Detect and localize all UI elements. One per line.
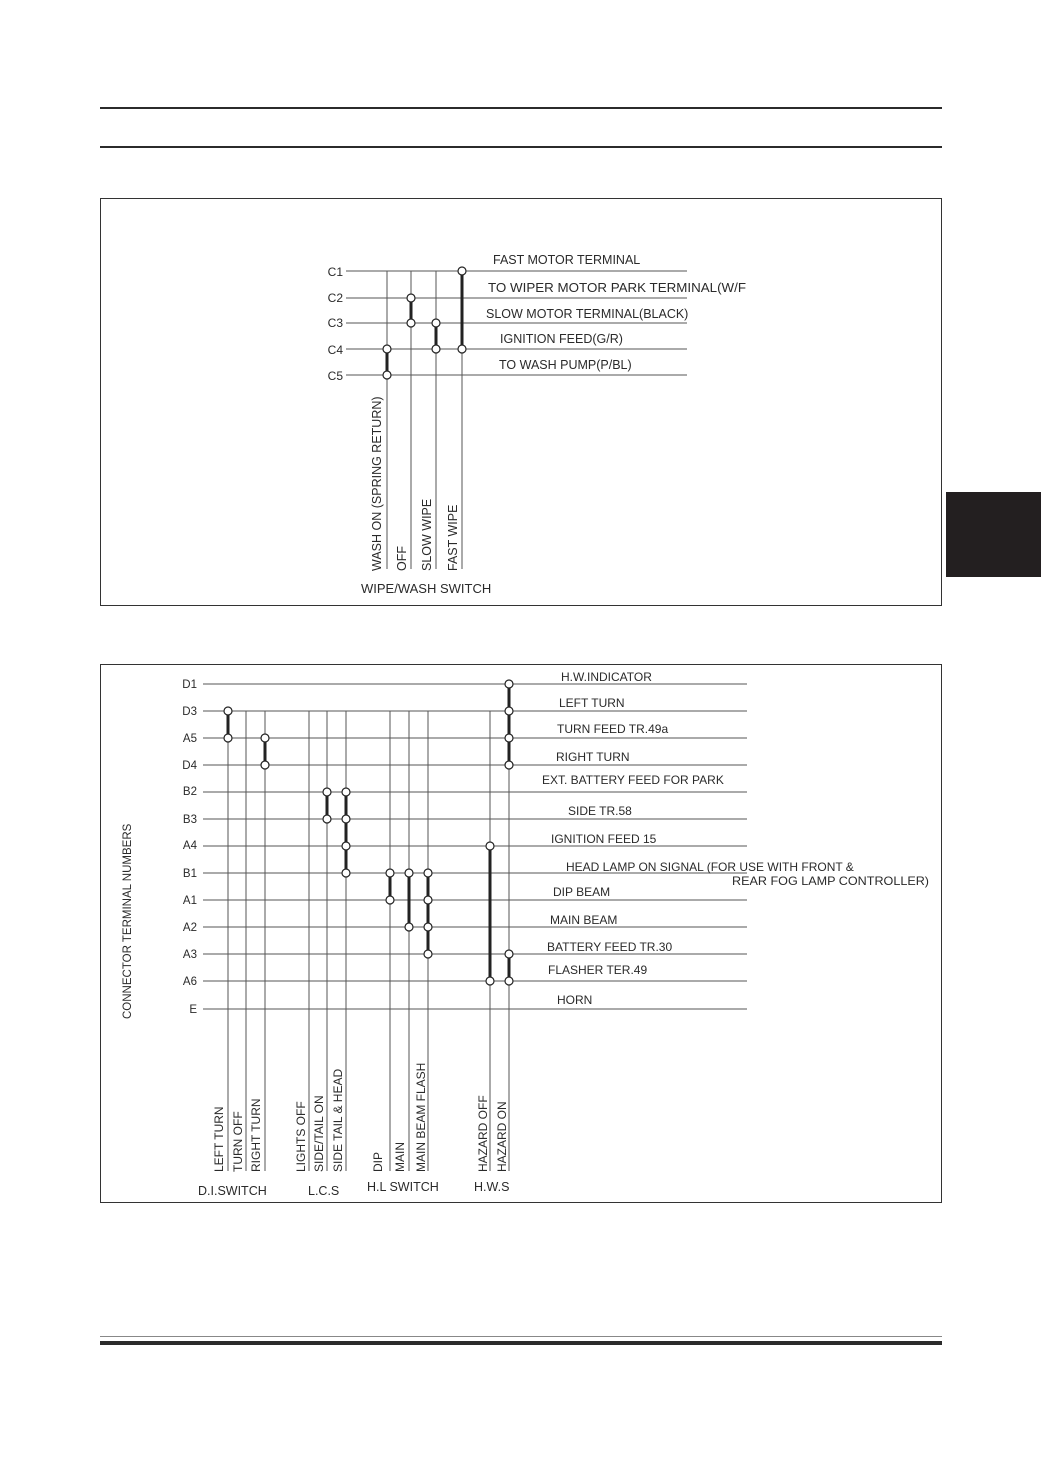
wipe-node	[432, 345, 440, 353]
switch-node	[505, 761, 513, 769]
switch-node	[342, 869, 350, 877]
switch-node	[424, 869, 432, 877]
wipe-position-label: OFF	[395, 546, 409, 571]
switch-position-label: DIP	[371, 1151, 385, 1172]
switch-node	[323, 815, 331, 823]
switch-node	[505, 734, 513, 742]
switch-node	[342, 788, 350, 796]
switch-terminal-label: A1	[182, 895, 197, 907]
switch-output-label: BATTERY FEED TR.30	[547, 940, 673, 954]
switch-terminal-label: D1	[182, 679, 197, 691]
switch-terminal-label: D4	[182, 760, 197, 772]
switch-terminal-label: B1	[182, 868, 197, 880]
switch-node	[261, 761, 269, 769]
switch-output-label: HEAD LAMP ON SIGNAL (FOR USE WITH FRONT &	[566, 860, 854, 874]
wipe-terminal-label: C3	[327, 316, 343, 330]
switch-position-label: MAIN BEAM FLASH	[414, 1062, 428, 1172]
wipe-node	[407, 294, 415, 302]
switch-output-label: LEFT TURN	[559, 696, 625, 710]
switch-node	[424, 950, 432, 958]
switch-node	[405, 923, 413, 931]
switch-node	[323, 788, 331, 796]
wipe-terminal-label: C4	[327, 343, 343, 357]
switch-node	[486, 977, 494, 985]
wipe-node	[458, 267, 466, 275]
switch-output-label: HORN	[557, 993, 593, 1007]
switch-node	[224, 707, 232, 715]
switch-output-label: EXT. BATTERY FEED FOR PARK	[542, 773, 724, 787]
wipe-output-label: FAST MOTOR TERMINAL	[493, 253, 641, 267]
switch-terminal-label: A2	[182, 922, 197, 934]
wipe-output-label: IGNITION FEED(G/R)	[500, 332, 623, 346]
switch-terminal-label: A6	[182, 976, 197, 988]
switch-position-label: HAZARD OFF	[476, 1095, 490, 1172]
wipe-position-label: SLOW WIPE	[420, 498, 434, 571]
switch-terminal-label: B2	[182, 786, 197, 798]
switch-position-label: TURN OFF	[231, 1111, 245, 1172]
switch-node	[224, 734, 232, 742]
switch-position-label: SIDE/TAIL ON	[312, 1095, 326, 1172]
switch-node	[386, 869, 394, 877]
switch-output-label: MAIN BEAM	[550, 913, 618, 927]
footer-rule-thin	[100, 1336, 942, 1337]
wipe-output-label: TO WASH PUMP(P/BL)	[499, 358, 632, 372]
switch-node	[424, 923, 432, 931]
switch-node	[261, 734, 269, 742]
switch-node	[342, 815, 350, 823]
switch-node	[505, 950, 513, 958]
connector-axis-label: CONNECTOR TERMINAL NUMBERS	[122, 823, 134, 1019]
header-rule-top	[100, 107, 942, 109]
switch-node	[342, 842, 350, 850]
wipe-terminal-label: C1	[327, 265, 343, 279]
switch-node	[505, 680, 513, 688]
group-label-lcs: L.C.S	[308, 1184, 340, 1198]
wipe-output-label: TO WIPER MOTOR PARK TERMINAL(W/F	[488, 281, 747, 295]
wipe-wash-title: WIPE/WASH SWITCH	[361, 581, 492, 596]
switch-terminal-label: A3	[182, 949, 197, 961]
wipe-output-label: SLOW MOTOR TERMINAL(BLACK)	[486, 307, 689, 321]
group-label-hl-switch: H.L SWITCH	[367, 1180, 439, 1194]
wipe-node	[432, 319, 440, 327]
switch-terminal-label: B3	[182, 814, 197, 826]
switch-terminal-label: A4	[182, 840, 197, 852]
switch-node	[424, 896, 432, 904]
switch-node	[486, 842, 494, 850]
switch-terminal-label: D3	[182, 706, 197, 718]
switch-node	[505, 707, 513, 715]
switch-output-label: IGNITION FEED 15	[551, 832, 657, 846]
switch-diagram	[101, 665, 941, 1202]
switch-position-label: LIGHTS OFF	[294, 1101, 308, 1172]
wipe-node	[407, 319, 415, 327]
switch-output-label: SIDE TR.58	[568, 804, 632, 818]
switch-output-label: H.W.INDICATOR	[561, 670, 652, 684]
section-tab	[946, 492, 1041, 577]
header-rule-bottom	[100, 146, 942, 148]
wipe-position-label: FAST WIPE	[446, 504, 460, 571]
wipe-wash-panel	[100, 198, 942, 606]
switch-position-label: HAZARD ON	[495, 1101, 509, 1172]
wipe-wash-diagram	[101, 199, 941, 605]
switch-output-label: TURN FEED TR.49a	[557, 722, 669, 736]
switch-position-label: LEFT TURN	[212, 1106, 226, 1172]
switch-panel	[100, 664, 942, 1203]
switch-node	[386, 896, 394, 904]
switch-output-label: RIGHT TURN	[556, 750, 630, 764]
footer-rule-thick	[100, 1341, 942, 1345]
wipe-node	[383, 371, 391, 379]
wipe-node	[458, 345, 466, 353]
switch-output-label: FLASHER TER.49	[548, 963, 648, 977]
wipe-node	[383, 345, 391, 353]
switch-terminal-label: E	[189, 1004, 197, 1016]
switch-output-label: DIP BEAM	[553, 885, 611, 899]
switch-node	[505, 977, 513, 985]
group-label-hws: H.W.S	[474, 1180, 510, 1194]
wipe-terminal-label: C2	[327, 291, 343, 305]
switch-node	[405, 869, 413, 877]
group-label-di-switch: D.I.SWITCH	[198, 1184, 267, 1198]
switch-position-label: SIDE TAIL & HEAD	[331, 1068, 345, 1172]
wipe-position-label: WASH ON (SPRING RETURN)	[370, 396, 384, 571]
switch-terminal-label: A5	[182, 733, 197, 745]
switch-position-label: MAIN	[393, 1142, 407, 1172]
switch-output-label: REAR FOG LAMP CONTROLLER)	[732, 874, 930, 888]
wipe-terminal-label: C5	[327, 369, 343, 383]
switch-position-label: RIGHT TURN	[249, 1098, 263, 1172]
